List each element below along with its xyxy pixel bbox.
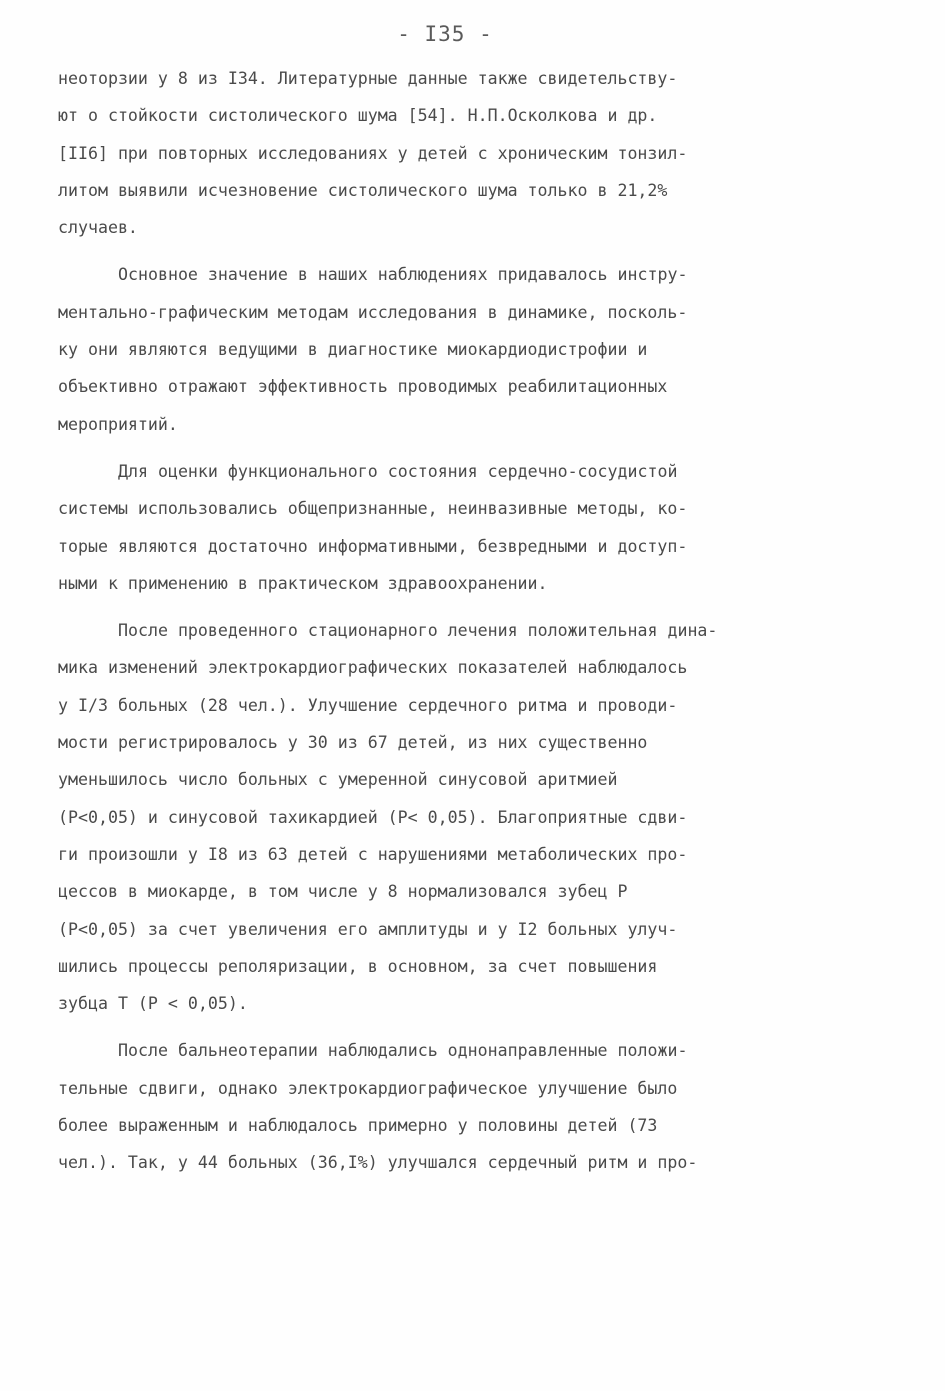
text-line: у I/3 больных (28 чел.). Улучшение сердечного ритма и проводи-: [58, 695, 678, 715]
body-text: [58, 60, 888, 1182]
text-line: ными к применению в практическом здравоохранении.: [58, 573, 548, 593]
paragraph-5: [58, 1032, 888, 1181]
text-line: (Р<0,05) и синусовой тахикардией (Р< 0,05). Благоприятные сдви-: [58, 807, 688, 827]
text-line: торые являются достаточно информативными, безвредными и доступ-: [58, 536, 688, 556]
text-line: тельные сдвиги, однако электрокардиографическое улучшение было: [58, 1078, 678, 1098]
text-line: шились процессы реполяризации, в основном, за счет повышения: [58, 956, 658, 976]
paragraph-1: [58, 60, 888, 246]
text-line: системы использовались общепризнанные, неинвазивные методы, ко-: [58, 499, 688, 519]
text-line: мероприятий.: [58, 414, 178, 434]
paragraph-2: [58, 256, 888, 442]
text-line: неоторзии у 8 из I34. Литературные данные также свидетельству-: [58, 69, 678, 88]
text-line: литом выявили исчезновение систолического шума только в 21,2%: [58, 180, 668, 200]
text-line: ги произошли у I8 из 63 детей с нарушениями метаболических про-: [58, 844, 688, 864]
text-line: После проведенного стационарного лечения положительная дина-: [118, 621, 718, 641]
page-number: - I35 -: [397, 22, 493, 46]
text-line: чел.). Так, у 44 больных (36,I%) улучшался сердечный ритм и про-: [58, 1153, 698, 1173]
text-line: Для оценки функционального состояния сердечно-сосудистой: [118, 461, 678, 481]
text-line: ют о стойкости систолического шума [54]. Н.П.Осколкова и др.: [58, 106, 658, 126]
text-line: (Р<0,05) за счет увеличения его амплитуды и у I2 больных улуч-: [58, 919, 678, 939]
text-line: уменьшилось число больных с умеренной синусовой аритмией: [58, 770, 618, 790]
text-line: мика изменений электрокардиографических показателей наблюдалось: [58, 658, 688, 678]
text-line: После бальнеотерапии наблюдались однонаправленные положи-: [118, 1041, 688, 1061]
text-line: мости регистрировалось у 30 из 67 детей, из них существенно: [58, 733, 648, 753]
paragraph-3: [58, 453, 888, 602]
text-line: объективно отражают эффективность проводимых реабилитационных: [58, 377, 668, 397]
text-line: Основное значение в наших наблюдениях придавалось инстру-: [118, 265, 688, 285]
text-line: случаев.: [58, 218, 138, 238]
text-line: [II6] при повторных исследованиях у детей с хроническим тонзил-: [58, 143, 688, 163]
text-line: ментально-графическим методам исследования в динамике, посколь-: [58, 302, 688, 322]
text-line: более выраженным и наблюдалось примерно у половины детей (73: [58, 1116, 658, 1136]
text-line: зубца Т (Р < 0,05).: [58, 994, 248, 1014]
paragraph-4: [58, 612, 888, 1022]
text-line: цессов в миокарде, в том числе у 8 нормализовался зубец Р: [58, 882, 628, 902]
text-line: ку они являются ведущими в диагностике миокардиодистрофии и: [58, 340, 648, 360]
